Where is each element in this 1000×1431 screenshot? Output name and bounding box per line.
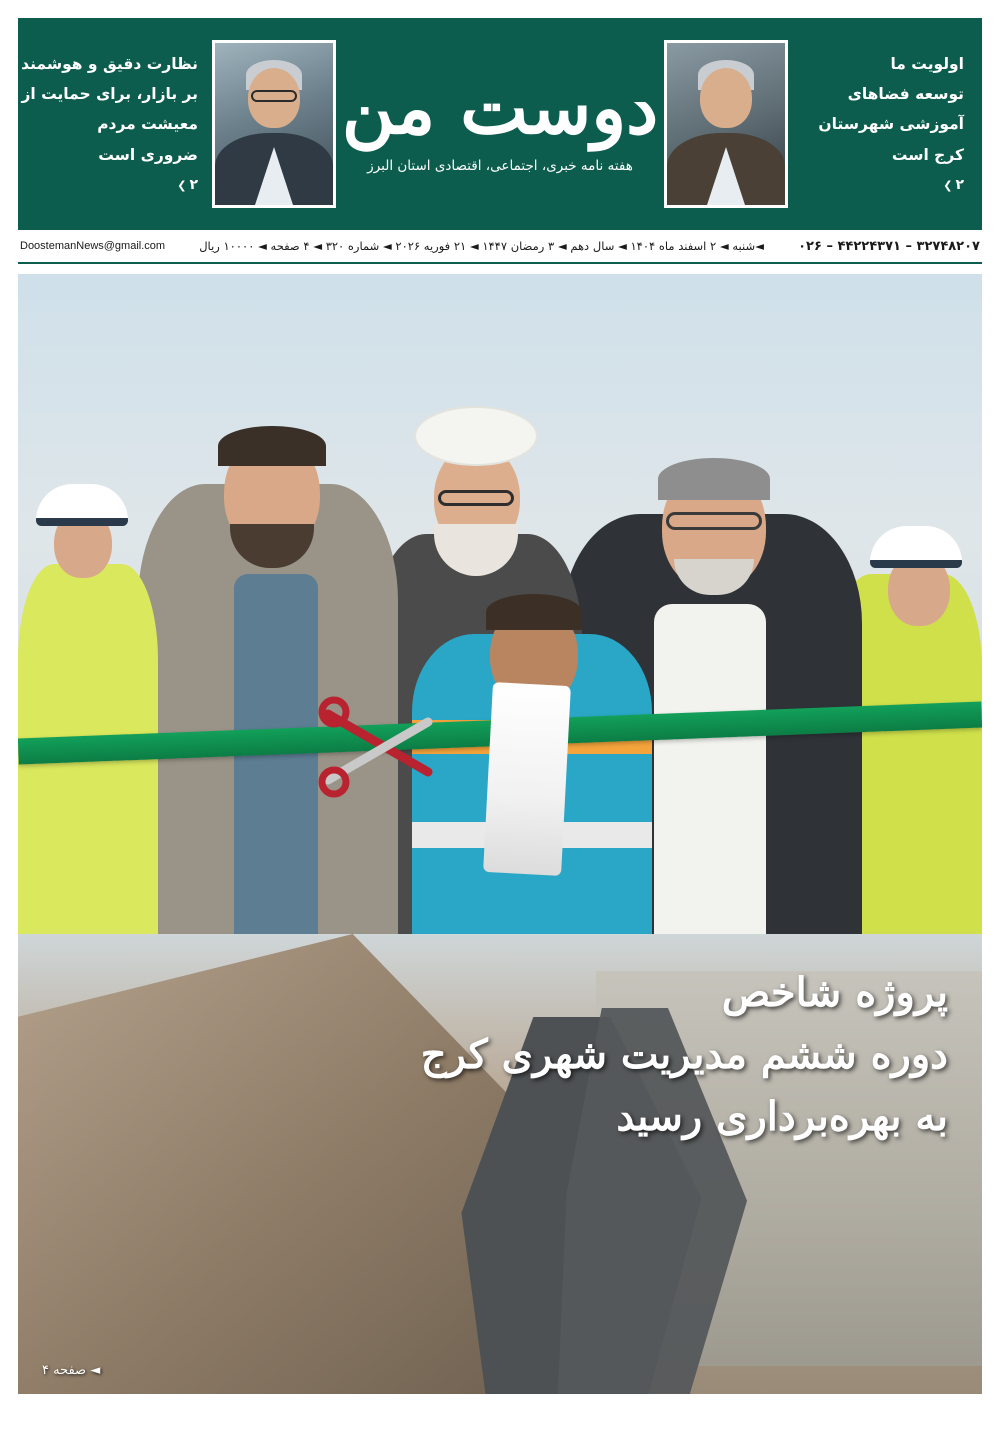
promo-left-text [21, 49, 198, 199]
dateline: ◄شنبه ◄ ۲ اسفند ماه ۱۴۰۴ ◄ سال دهم ◄ ۳ رمضان ۱۴۴۷ ◄ ۲۱ فوریه ۲۰۲۶ ◄ شماره ۳۲۰ ◄ ۴ صفحه ◄ ۱۰۰۰۰ ریال [199, 239, 764, 253]
police-cap-icon [870, 526, 962, 568]
promo-left-line-1: نظارت دقیق و هوشمند [21, 54, 198, 73]
contact-phone: ۰۲۶ – ۴۴۲۲۴۳۷۱ – ۳۲۷۴۸۲۰۷ [798, 238, 980, 254]
turban-icon [414, 406, 538, 466]
promo-right-page-number: ۲ [955, 176, 964, 193]
headline-line-1: پروژه شاخص [721, 969, 948, 1016]
headline [421, 962, 948, 1148]
promo-left-page-number: ۲ [189, 176, 198, 193]
glasses-icon [251, 90, 297, 102]
headline-line-3: به بهره‌برداری رسید [616, 1093, 948, 1140]
chevron-right-icon: ❯ [943, 178, 953, 192]
glasses-icon [438, 490, 514, 506]
promo-left-line-3: معیشت مردم [97, 115, 198, 134]
chevron-right-icon: ❯ [177, 178, 187, 192]
bottom-photo [18, 934, 982, 1394]
main-photo [18, 274, 982, 934]
info-bar [18, 230, 982, 264]
ribbon-bow [483, 682, 571, 876]
masthead-title-block [336, 65, 664, 179]
promo-right-page[interactable] [802, 172, 964, 199]
newspaper-front-page [0, 18, 1000, 1431]
headline-line-2: دوره ششم مدیریت شهری کرج [420, 1031, 948, 1078]
promo-right-line-4: کرج است [891, 145, 964, 164]
person-hair-shape [658, 458, 770, 500]
glasses-icon [666, 512, 762, 530]
person-shirt-shape [654, 604, 766, 934]
paper-title: دوست من [341, 65, 659, 151]
promo-right-line-3: آموزشی شهرستان [818, 115, 964, 134]
paper-subtitle: هفته نامه خبری، اجتماعی، اقتصادی استان البرز [367, 157, 633, 174]
person-official-grey-suit [138, 314, 398, 934]
portrait-head-shape [700, 68, 752, 128]
promo-right[interactable] [664, 40, 964, 208]
official-portrait-left [212, 40, 336, 208]
police-cap-icon [36, 484, 128, 526]
promo-left-line-2: بر بازار، برای حمایت از [21, 85, 198, 104]
scissors-icon [318, 694, 448, 804]
promo-left-line-4: ضروری است [98, 145, 198, 164]
person-hair-shape [486, 594, 582, 630]
promo-right-line-2: توسعه فضاهای [847, 85, 964, 104]
promo-left[interactable] [21, 40, 336, 208]
contact-email[interactable]: DoostemanNews@gmail.com [20, 240, 166, 252]
person-traffic-officer-left [18, 434, 158, 934]
masthead [18, 18, 982, 230]
person-hair-shape [218, 426, 326, 466]
promo-right-line-1: اولویت ما [890, 54, 964, 73]
headline-page-reference[interactable]: ◄ صفحه ۴ [42, 1363, 101, 1378]
promo-right-text [802, 49, 964, 199]
official-portrait-right [664, 40, 788, 208]
promo-left-page[interactable] [21, 172, 198, 199]
